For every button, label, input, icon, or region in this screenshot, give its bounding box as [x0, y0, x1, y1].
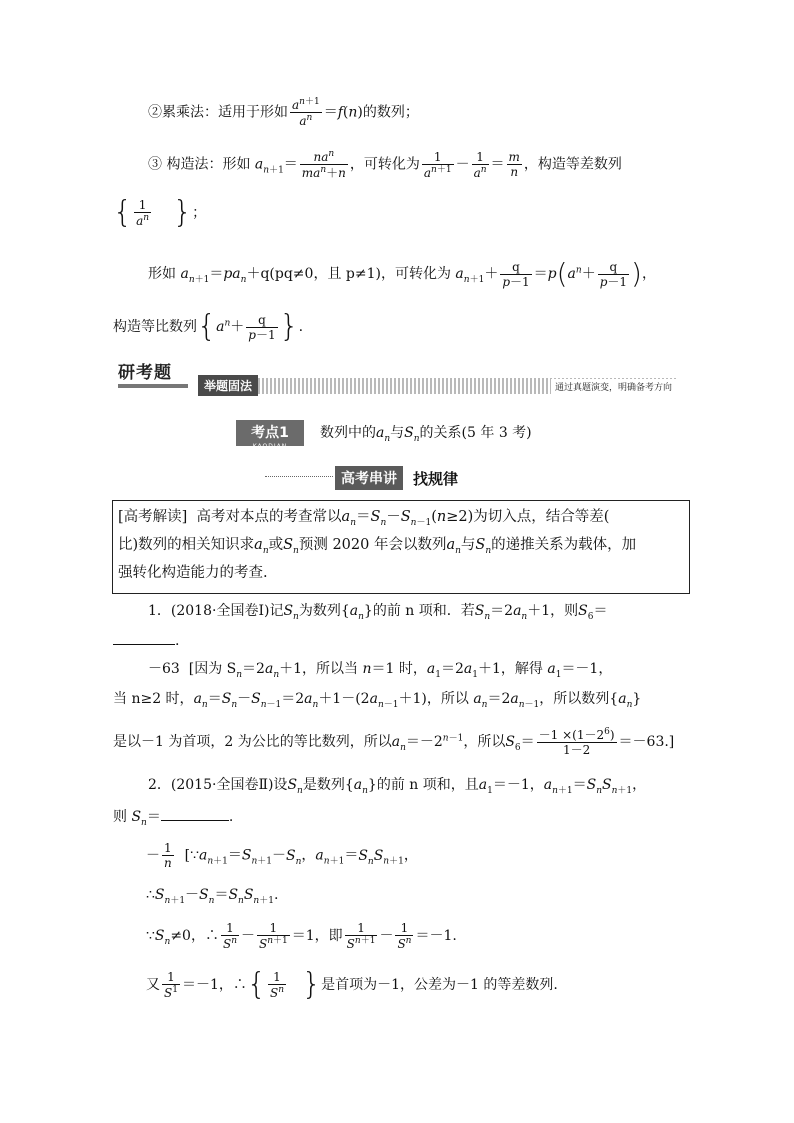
q2-stem-c: }的前 n 项和，且 [367, 777, 479, 793]
q1-stem-c: }的前 n 项和．若 [363, 603, 475, 619]
q2-blank-line: 则 $S_n=$ . [113, 809, 234, 828]
banner-bar [118, 384, 188, 388]
q1-sol-2: 当 n≥2 时，$a_n=S_n-S_{n-1}=2a_n+1-(2a_{n-1}+1)$，所以 $a_n=2a_{n-1}$，所以数列$\{a_n\}$ [113, 691, 642, 710]
interp-2d: 与 [460, 537, 476, 553]
banner-motto: 通过真题演变，明确备考方向 [551, 379, 676, 394]
q1-stem-a: 1．(2018·全国卷Ⅰ)记 [148, 603, 284, 619]
item2-text: ②累乘法：适用于形如 [148, 104, 288, 121]
q1-sol3b: 所以 [477, 734, 506, 750]
interp-2c: 预测 2020 年会以数列 [298, 537, 447, 553]
interp-1b: 为切入点，结合等差( [473, 509, 610, 525]
q1-sol-3: 是以－1 为首项，2 为公比的等比数列，所以$a_n=-2^{n-1}$，所以$S_6=$ $\frac{-1 \times(1-2^6)}{1-2}$ ＝－63.] [113, 727, 675, 757]
q2-sol-3: $\because S_n\ne 0$，∴ $\frac{1}{S^n}$ － $\frac{1}{S^{n+1}}$ ＝1，即 $\frac{1}{S^{n+1}}$ － $\frac{1}{S^n}$ ＝－1. [146, 921, 457, 951]
kaodian-badge [236, 420, 304, 450]
gaokao-tag2: 找规律 [413, 470, 459, 488]
form2-cond: (pq≠0，且 p≠1)，可转化为 [269, 266, 451, 282]
form2-end: ， [641, 266, 656, 282]
method-item-form2: 形如 $a_{n+1}=pa_n+q(pq\ne 0$，且 p≠1)，可转化为 $a_{n+1}+$ $\frac{q}{p-1}$ $=p(a^n+$ $\frac{q}{p-1}$ )， [148, 257, 656, 290]
gaokao-header [265, 466, 525, 488]
q2-sol-1: － $\frac{1}{n}$ [$\because a_{n+1}=S_{n+1}-S_n$，$a_{n+1}=S_nS_{n+1}$， [146, 841, 418, 870]
form2-prefix: 形如 [148, 266, 176, 282]
kaodian-title: 数列中的$a_n$与$S_n$的关系(5 年 3 考) [320, 425, 532, 444]
kaodian-box-text: 考点1 [251, 425, 289, 441]
item3-mid: ，可转化为 [349, 156, 420, 173]
q1-stem-d: ，则 [550, 603, 579, 619]
interp-label: [高考解读] [118, 509, 188, 525]
q1-sol3a: 是以－1 为首项，2 为公比的等比数列，所以 [113, 734, 392, 750]
dots-left [265, 476, 333, 477]
kaodian-title-mid: 与 [390, 425, 405, 441]
q2-stem-d: 则 [113, 809, 127, 825]
q1-sol2a: 当 n≥2 时， [113, 691, 194, 707]
q2-sol-2: $\therefore S_{n+1}-S_n=S_nS_{n+1}$. [146, 887, 279, 906]
interp-2e: 的递推关系为载体，加 [491, 537, 637, 553]
interp-line-1: [高考解读] 高考对本点的考查常以$a_n=S_n-S_{n-1}(n\ge 2)$为切入点，结合等差( [118, 509, 610, 528]
q1-answer: －63 [148, 661, 180, 677]
interp-2b: 或 [268, 537, 284, 553]
gaokao-tag: 高考串讲 [335, 466, 403, 490]
kaodian-box-sub: KAODIAN [252, 443, 288, 450]
fraction: $\frac{a^{n+1}}{a^n}$ [292, 97, 320, 128]
method-item-2: ②累乘法：适用于形如 $\frac{a^{n+1}}{a^n}$ ＝f(n)的数列； [148, 97, 419, 128]
interp-line-2: 比)数列的相关知识求$a_n$或$S_n$预测 2020 年会以数列$a_n$与$S_n$的递推关系为载体，加 [118, 537, 637, 556]
banner-title: 研考题 [118, 363, 172, 383]
kaodian-title-pre: 数列中的 [320, 425, 376, 441]
interp-line-3 [118, 566, 268, 581]
interp-1a: 高考对本点的考查常以 [196, 509, 342, 525]
q1-sol3c: ＝－63.] [618, 734, 675, 750]
q2-sol-end: 是首项为－1，公差为－1 的等差数列. [321, 977, 558, 993]
banner-label: 举题固法 [198, 375, 258, 396]
q2-stem-b: 是数列{ [302, 777, 354, 793]
item2-suffix: 的数列； [362, 104, 419, 121]
interp-3: 强转化构造能力的考查. [118, 565, 268, 581]
geo-seq-line: 构造等比数列{$a^n+$ $\frac{q}{p-1}$ }. [113, 309, 304, 344]
q1-blank: . [113, 632, 179, 648]
method-item-3: ③ 构造法：形如 $a_{n+1}=$ $\frac{na^n}{ma^n+n}$ ，可转化为 $\frac{1}{a^{n+1}}$ － $\frac{1}{a^n}$ ＝ $\frac{m}{n}$ ，构造等差数列 [148, 149, 622, 180]
q2-stem: 2．(2015·全国卷Ⅱ)设$S_n$是数列$\{a_n\}$的前 n 项和，且$a_1=-1$，$a_{n+1}=S_nS_{n+1}$， [148, 777, 647, 796]
q2-stem-a: 2．(2015·全国卷Ⅱ)设 [148, 777, 288, 793]
item3-text: ③ 构造法：形如 [148, 156, 251, 173]
kaodian-title-post: 的关系(5 年 3 考) [419, 425, 532, 441]
q1-sol1: [因为 S [188, 661, 237, 677]
arith-seq-expr: { $\frac{1}{a^n}$ }； [113, 195, 207, 230]
q1-stem-b: 为数列{ [298, 603, 350, 619]
item3-suffix: ，构造等差数列 [523, 156, 622, 173]
interp-2a: 比)数列的相关知识求 [118, 537, 255, 553]
q2-sol-4: 又 $\frac{1}{S^1}$ ＝－1，∴{ $\frac{1}{S^n}$ }是首项为－1，公差为－1 的等差数列. [146, 967, 558, 1002]
q1-sol-1: －63 [因为 $S_n=2a_n+1$，所以当 n＝1 时，$a_1=2a_1+1$，解得 $a_1=-1$， [148, 661, 613, 680]
q1-stem: 1．(2018·全国卷Ⅰ)记$S_n$为数列$\{a_n\}$的前 n 项和．若$S_n=2a_n+1$，则$S_6=$ [148, 603, 608, 622]
geo-prefix: 构造等比数列 [113, 319, 197, 335]
section-banner [118, 358, 676, 402]
